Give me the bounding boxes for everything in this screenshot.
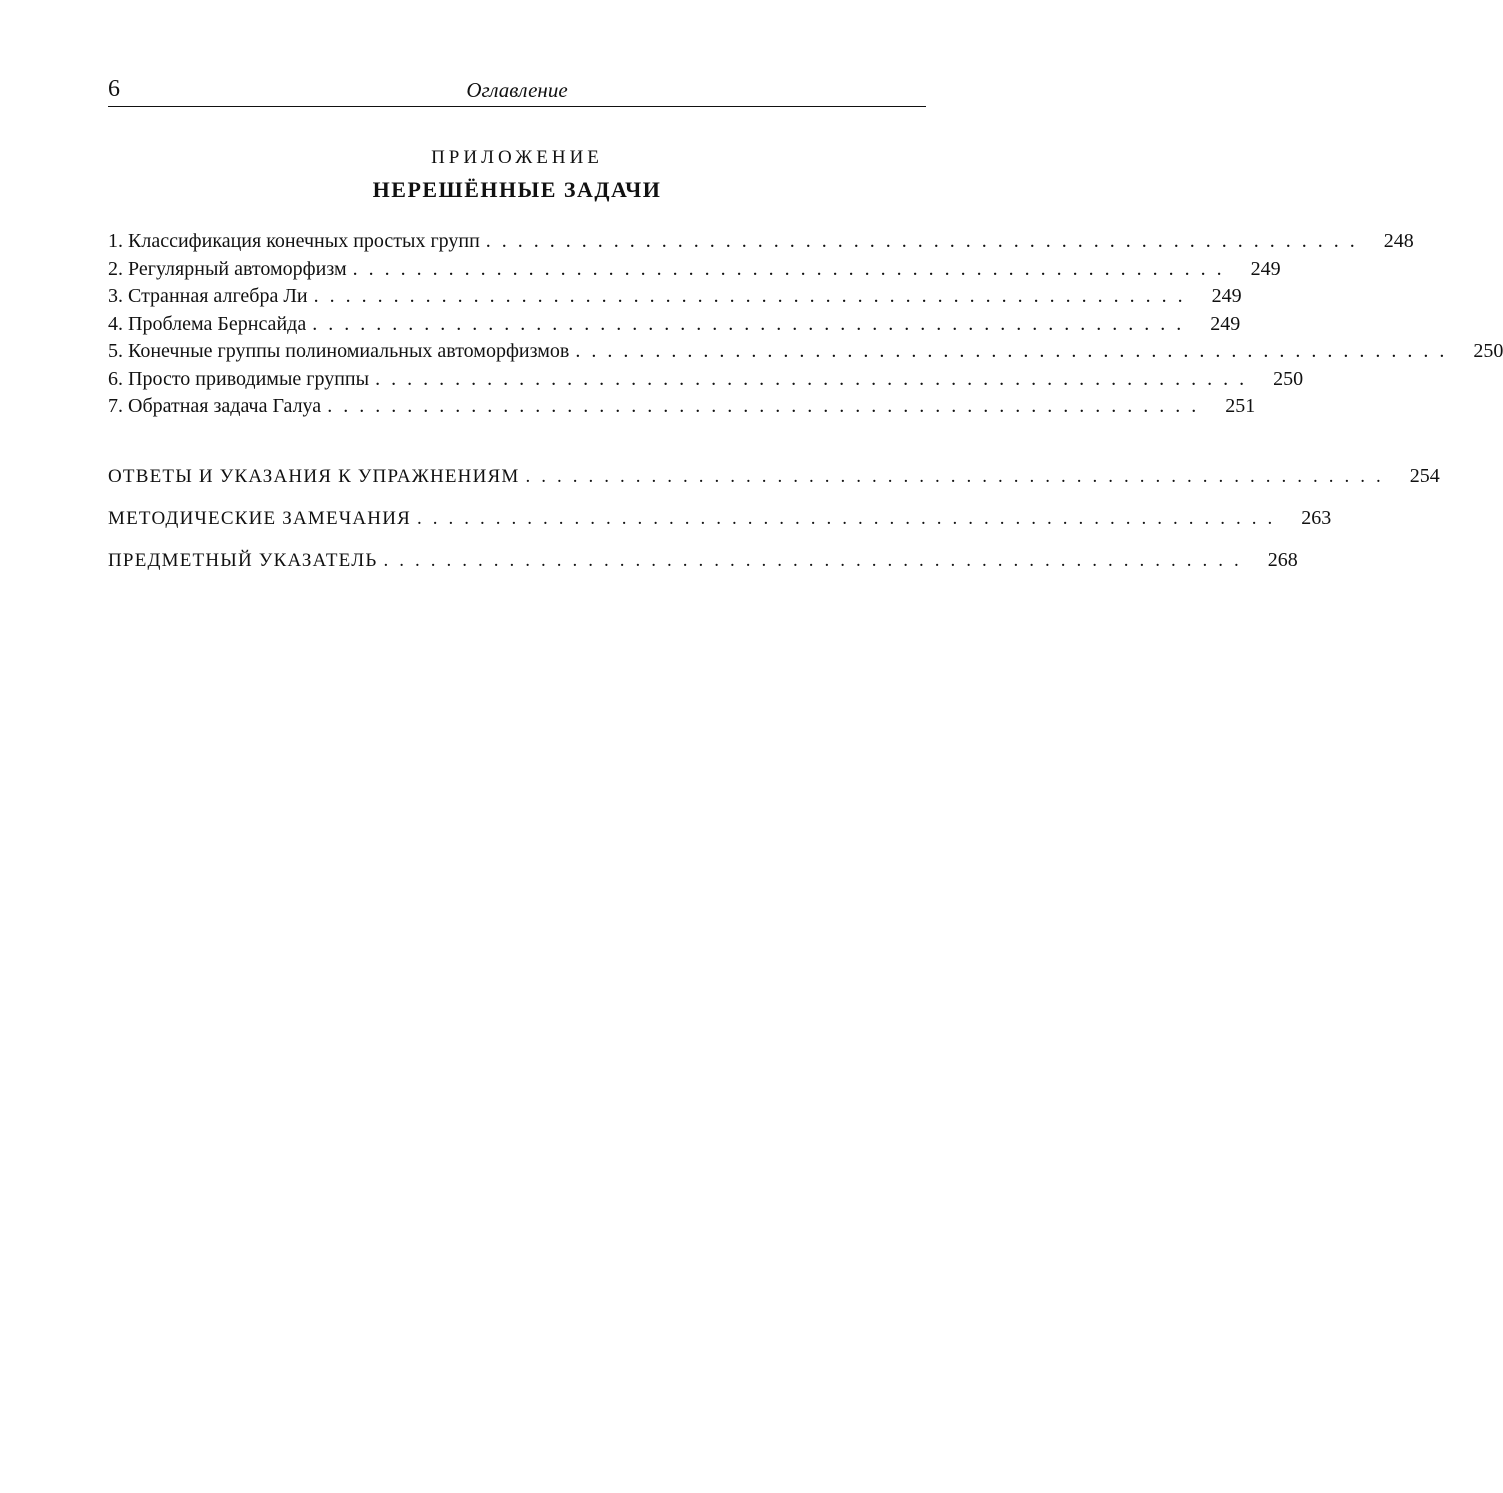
toc-section-entry[interactable] xyxy=(108,461,1440,503)
toc-entry-page: 250 xyxy=(1473,340,1503,362)
toc-entry[interactable] xyxy=(108,366,1304,394)
page-number: 6 xyxy=(108,76,120,102)
toc-entry-title: 7. Обратная задача Галуа xyxy=(108,393,327,421)
leader-dots: ....................................................... xyxy=(417,508,1284,529)
toc-entry-title: 5. Конечные группы полиномиальных автоморфизмов xyxy=(108,338,575,366)
leader-dots: ....................................................... xyxy=(485,230,1366,252)
toc-entry-page: 251 xyxy=(1225,395,1256,417)
leader-dots: ....................................................... xyxy=(327,395,1208,417)
toc-section-page: 263 xyxy=(1301,507,1332,529)
toc-section-entry[interactable] xyxy=(108,503,1332,545)
section-entry-list xyxy=(108,461,1440,587)
toc-entry[interactable] xyxy=(108,283,1242,311)
appendix-label: ПРИЛОЖЕНИЕ xyxy=(431,147,603,168)
toc-entry-title: 2. Регулярный автоморфизм xyxy=(108,256,353,284)
leader-dots: ....................................................... xyxy=(352,257,1233,280)
toc-entry-title: 1. Классификация конечных простых групп xyxy=(108,228,486,256)
running-head xyxy=(108,74,926,107)
leader-dots: ....................................................... xyxy=(375,367,1256,390)
leader-dots: ....................................................... xyxy=(525,466,1392,487)
toc-section-page: 254 xyxy=(1409,465,1440,487)
toc-section-entry[interactable] xyxy=(108,545,1298,587)
toc-entry[interactable] xyxy=(108,256,1281,284)
leader-dots: ....................................................... xyxy=(312,312,1193,335)
toc-section-title: ПРЕДМЕТНЫЙ УКАЗАТЕЛЬ xyxy=(108,550,378,571)
toc-entry[interactable] xyxy=(108,338,1503,366)
toc-entry[interactable] xyxy=(108,393,1256,421)
toc-entry[interactable] xyxy=(108,228,1414,256)
toc-entry-page: 250 xyxy=(1273,367,1304,390)
appendix-entry-list xyxy=(108,228,1503,421)
toc-section-page: 268 xyxy=(1267,549,1298,571)
toc-section-title: ОТВЕТЫ И УКАЗАНИЯ К УПРАЖНЕНИЯМ xyxy=(108,466,520,487)
toc-entry-page: 249 xyxy=(1211,285,1242,307)
running-title: Оглавление xyxy=(466,78,568,102)
toc-entry-page: 248 xyxy=(1383,230,1414,252)
toc-entry-page: 249 xyxy=(1250,257,1281,280)
leader-dots: ....................................................... xyxy=(383,550,1250,571)
toc-entry-title: 4. Проблема Бернсайда xyxy=(108,311,312,339)
appendix-title: НЕРЕШЁННЫЕ ЗАДАЧИ xyxy=(372,177,662,202)
leader-dots: ....................................................... xyxy=(313,285,1194,307)
leader-dots: ....................................................... xyxy=(575,340,1456,362)
toc-entry-page: 249 xyxy=(1210,312,1241,335)
toc-entry-title: 3. Странная алгебра Ли xyxy=(108,283,314,311)
toc-section-title: МЕТОДИЧЕСКИЕ ЗАМЕЧАНИЯ xyxy=(108,508,412,529)
toc-entry-title: 6. Просто приводимые группы xyxy=(108,366,375,394)
toc-entry[interactable] xyxy=(108,311,1241,339)
